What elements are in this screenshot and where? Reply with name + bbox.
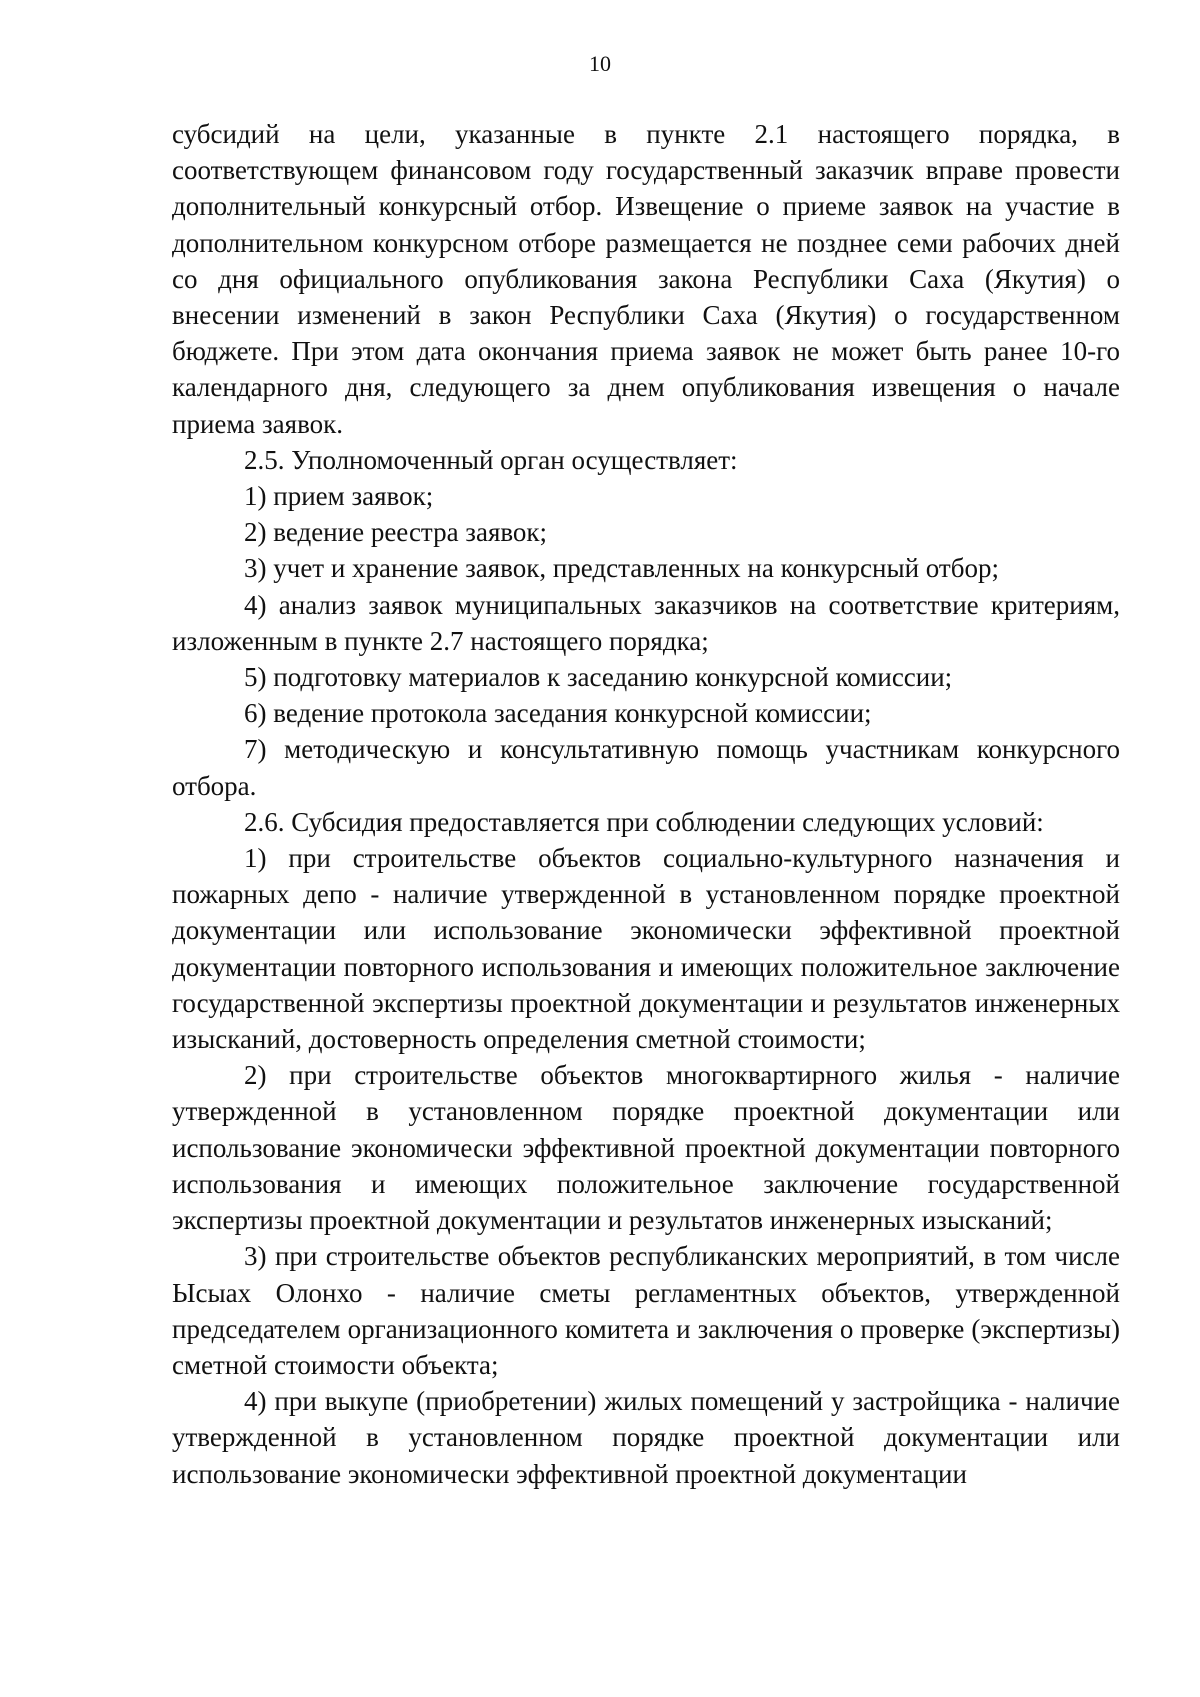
list-item-2-5-4: 4) анализ заявок муниципальных заказчиков на соответствие критериям, изложенным в пункте 2.7 настоящего порядка;: [172, 589, 1120, 656]
list-item-2-6-2: 2) при строительстве объектов многоквартирного жилья - наличие утвержденной в установленном порядке проектной документации или использование экономически эффективной проектной документации повторного использования и имеющих положительное заключение государственной экспертизы проектной документации и результатов инженерных изысканий;: [172, 1060, 1120, 1236]
page-number: 10: [589, 51, 611, 76]
list-item-2-5-7: 7) методическую и консультативную помощь участникам конкурсного отбора.: [172, 734, 1120, 801]
paragraph-continuation: субсидий на цели, указанные в пункте 2.1 настоящего порядка, в соответствующем финансовом году государственный заказчик вправе провести дополнительный конкурсный отбор. Извещение о приеме заявок на участие в дополнительном конкурсном отборе размещается не позднее семи рабочих дней со дня официального опубликования закона Республики Саха (Якутия) о внесении изменений в закон Республики Саха (Якутия) о государственном бюджете. При этом дата окончания приема заявок не может быть ранее 10-го календарного дня, следующего за днем опубликования извещения о начале приема заявок.: [172, 119, 1120, 439]
list-item-2-5-1: 1) прием заявок;: [244, 481, 434, 512]
list-item-2-5-5: 5) подготовку материалов к заседанию конкурсной комиссии;: [244, 662, 953, 693]
list-item-2-6-3: 3) при строительстве объектов республиканских мероприятий, в том числе Ысыах Олонхо - наличие сметы регламентных объектов, утвержденной председателем организационного комитета и заключения о проверке (экспертизы) сметной стоимости объекта;: [172, 1241, 1120, 1380]
paragraph-section-2-5-heading: 2.5. Уполномоченный орган осуществляет:: [244, 444, 738, 475]
list-item-2-5-6: 6) ведение протокола заседания конкурсной комиссии;: [244, 698, 872, 729]
list-item-2-5-3: 3) учет и хранение заявок, представленных на конкурсный отбор;: [244, 553, 999, 584]
list-item-2-5-2: 2) ведение реестра заявок;: [244, 517, 548, 548]
list-item-2-6-1: 1) при строительстве объектов социально-культурного назначения и пожарных депо - наличие утвержденной в установленном порядке проектной документации или использование экономически эффективной проектной документации повторного использования и имеющих положительное заключение государственной экспертизы проектной документации и результатов инженерных изысканий, достоверность определения сметной стоимости;: [172, 843, 1120, 1055]
document-body: [172, 116, 1120, 1492]
list-item-2-6-4: 4) при выкупе (приобретении) жилых помещений у застройщика - наличие утвержденной в установленном порядке проектной документации или использование экономически эффективной проектной документации: [172, 1386, 1120, 1489]
paragraph-section-2-6-heading: 2.6. Субсидия предоставляется при соблюдении следующих условий:: [244, 806, 1044, 837]
